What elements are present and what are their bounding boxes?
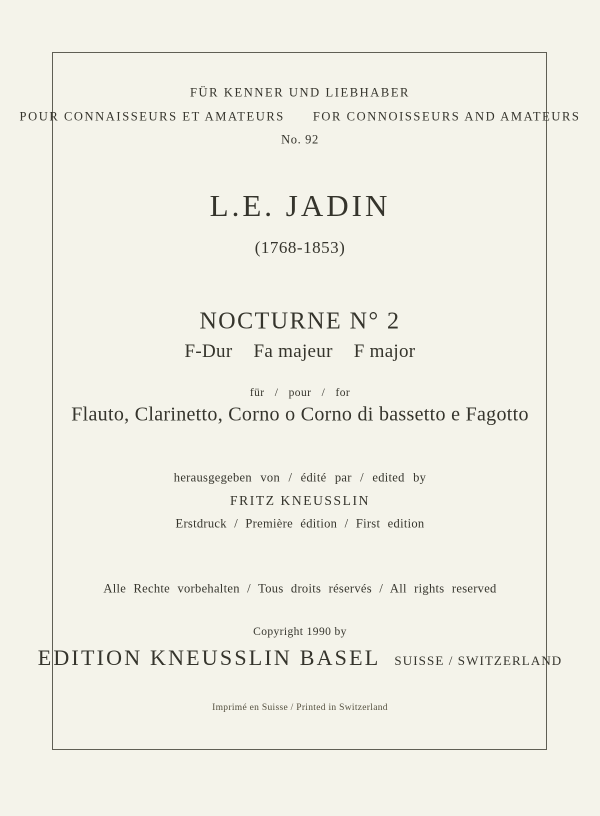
publisher-name: EDITION KNEUSSLIN BASEL — [37, 645, 381, 670]
editor-name: FRITZ KNEUSSLIN — [230, 493, 370, 508]
work-title: NOCTURNE N° 2 — [199, 308, 401, 335]
key-french: Fa majeur — [253, 341, 333, 362]
series-number: No. 92 — [281, 132, 319, 147]
rights-statement: Alle Rechte vorbehalten / Tous droits réservés / All rights reserved — [103, 581, 497, 596]
instrumentation: Flauto, Clarinetto, Corno o Corno di bassetto e Fagotto — [71, 403, 529, 426]
edition-statement: Erstdruck / Première édition / First edition — [175, 516, 425, 531]
series-title-german: FÜR KENNER UND LIEBHABER — [190, 85, 410, 100]
composer-dates: (1768-1853) — [254, 238, 346, 257]
publisher-location: SUISSE / SWITZERLAND — [394, 653, 563, 668]
copyright-line: Copyright 1990 by — [253, 626, 347, 638]
series-title-french: POUR CONNAISSEURS ET AMATEURS — [19, 109, 285, 124]
key-row — [0, 341, 600, 363]
series-title-english: FOR CONNOISSEURS AND AMATEURS — [312, 109, 581, 124]
series-title-row — [0, 110, 600, 125]
for-label: für / pour / for — [249, 387, 351, 399]
publisher-row — [0, 645, 600, 671]
edited-by-label: herausgegeben von / édité par / edited by — [173, 470, 427, 485]
key-german: F-Dur — [184, 341, 233, 362]
printed-in-line: Imprimé en Suisse / Printed in Switzerland — [212, 703, 388, 713]
composer-name: L.E. JADIN — [209, 188, 391, 223]
key-english: F major — [353, 341, 416, 362]
